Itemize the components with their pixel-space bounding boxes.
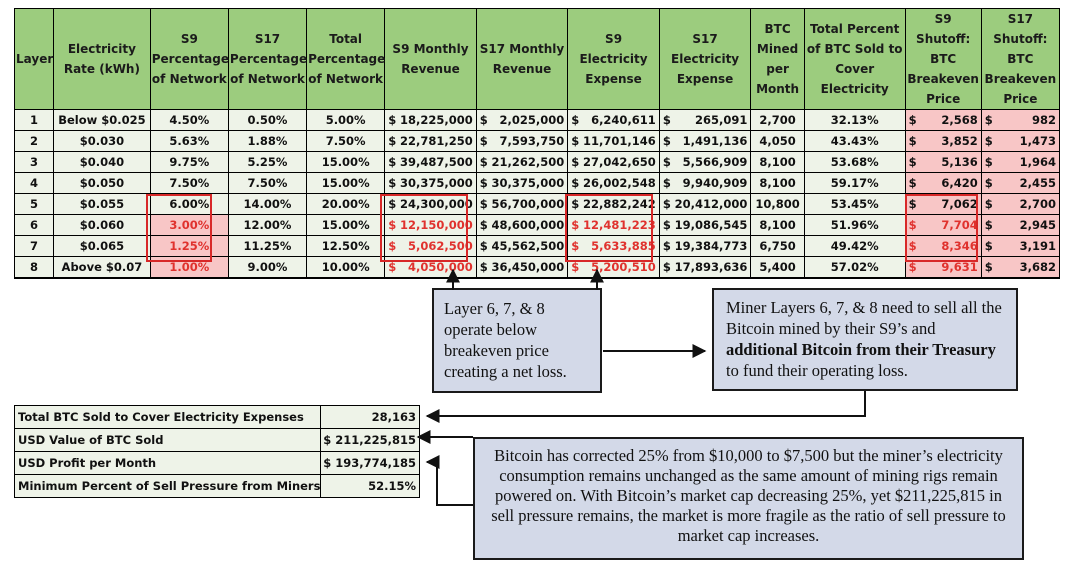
header-electricity-rate: Electricity Rate (kWh) [54,9,151,110]
cell-s9-pct: 9.75% [150,152,228,173]
amount: 1,473 [1019,134,1056,148]
cell-s17-exp [659,152,751,173]
currency-symbol: $ [388,134,397,148]
cell-s17-rev [476,194,568,215]
cell-s9-pct: 3.00% [150,215,228,236]
cell-s17-exp [659,257,751,279]
cell-layer: 5 [15,194,54,215]
cell-s17-be [981,215,1059,236]
header-percent-sold: Total Percent of BTC Sold to Cover Electricity [804,9,905,110]
cell-s17-rev [476,110,568,131]
cell-s9-exp [568,194,660,215]
currency-symbol: $ [571,197,580,211]
currency-symbol: $ [908,239,917,253]
amount: 36,450,000 [491,260,565,274]
currency-symbol: $ [662,113,671,127]
currency-symbol: $ [571,155,580,169]
summary-value: 52.15% [321,475,420,498]
summary-table [14,405,420,498]
cell-s9-rev [385,236,477,257]
cell-layer: 3 [15,152,54,173]
cell-s9-pct: 5.63% [150,131,228,152]
amount: 12,150,000 [399,218,473,232]
amount: 22,781,250 [399,134,473,148]
currency-symbol: $ [571,113,580,127]
cell-s9-exp [568,152,660,173]
summary-row [15,475,420,498]
cell-layer: 8 [15,257,54,279]
amount: 4,050,000 [408,260,473,274]
header-btc-mined: BTC Mined per Month [751,9,804,110]
cell-s9-pct: 6.00% [150,194,228,215]
amount: 18,225,000 [399,113,473,127]
currency-symbol: $ [984,197,993,211]
arrow-market-to-summary [427,462,473,505]
cell-total-pct: 15.00% [307,215,385,236]
cell-pct-sold: 53.45% [804,194,905,215]
summary-value: $ 211,225,815 [321,429,420,452]
cell-total-pct: 20.00% [307,194,385,215]
cell-btc-mined: 5,400 [751,257,804,279]
net-loss-text: Layer 6, 7, & 8 operate below breakeven price creating a net loss. [444,299,567,381]
cell-pct-sold: 49.42% [804,236,905,257]
amount: 11,701,146 [583,134,656,148]
cell-s17-pct: 14.00% [228,194,306,215]
cell-rate: $0.050 [54,173,151,194]
currency-symbol: $ [984,260,993,274]
cell-pct-sold: 59.17% [804,173,905,194]
currency-symbol: $ [908,218,917,232]
currency-symbol: $ [908,197,917,211]
cell-btc-mined: 8,100 [751,173,804,194]
summary-row [15,406,420,429]
cell-s17-rev [476,131,568,152]
cell-rate: $0.055 [54,194,151,215]
currency-symbol: $ [908,260,917,274]
amount: 6,420 [941,176,978,190]
cell-s9-be [905,194,981,215]
cell-s9-rev [385,110,477,131]
header-s17-electricity-expense: S17 Electricity Expense [659,9,751,110]
cell-s9-rev [385,173,477,194]
amount: 26,002,548 [583,176,656,190]
treasury-text-start: Miner Layers 6, 7, & 8 need to sell all the Bitcoin mined by their S9’s and [726,298,1002,338]
cell-s17-rev [476,152,568,173]
cell-s9-exp [568,173,660,194]
currency-symbol: $ [479,239,488,253]
summary-row [15,452,420,475]
amount: 19,384,773 [674,239,748,253]
cell-s9-rev [385,152,477,173]
cell-rate: $0.040 [54,152,151,173]
cell-s17-be [981,257,1059,279]
header-layer: Layer [15,9,54,110]
treasury-callout [712,288,1018,391]
currency-symbol: $ [984,176,993,190]
amount: 2,568 [941,113,978,127]
cell-s17-pct: 5.25% [228,152,306,173]
currency-symbol: $ [662,239,671,253]
currency-symbol: $ [908,176,917,190]
cell-layer: 2 [15,131,54,152]
cell-s17-pct: 7.50% [228,173,306,194]
cell-s17-be [981,131,1059,152]
cell-total-pct: 12.50% [307,236,385,257]
cell-pct-sold: 57.02% [804,257,905,279]
arrow-treasury-to-summary [427,391,865,416]
cell-s9-pct: 1.25% [150,236,228,257]
summary-row [15,429,420,452]
cell-pct-sold: 43.43% [804,131,905,152]
cell-layer: 7 [15,236,54,257]
amount: 17,893,636 [674,260,748,274]
currency-symbol: $ [662,155,671,169]
header-total-percentage: Total Percentage of Network [307,9,385,110]
cell-total-pct: 5.00% [307,110,385,131]
cell-btc-mined: 2,700 [751,110,804,131]
cell-s17-be [981,152,1059,173]
amount: 30,375,000 [399,176,473,190]
cell-rate: $0.060 [54,215,151,236]
cell-s9-be [905,215,981,236]
summary-value: 28,163 [321,406,420,429]
cell-s9-be [905,173,981,194]
header-s9-monthly-revenue: S9 Monthly Revenue [385,9,477,110]
summary-value: $ 193,774,185 [321,452,420,475]
amount: 3,682 [1019,260,1056,274]
cell-btc-mined: 6,750 [751,236,804,257]
treasury-text-end: to fund their operating loss. [726,361,908,380]
cell-btc-mined: 8,100 [751,152,804,173]
cell-s17-pct: 0.50% [228,110,306,131]
cell-s9-exp [568,215,660,236]
currency-symbol: $ [984,155,993,169]
currency-symbol: $ [984,134,993,148]
treasury-text-bold: additional Bitcoin from their Treasury [726,340,996,359]
cell-s17-exp [659,131,751,152]
cell-s17-rev [476,215,568,236]
amount: 1,491,136 [682,134,748,148]
table-row [15,257,1060,279]
cell-pct-sold: 51.96% [804,215,905,236]
amount: 19,086,545 [674,218,748,232]
cell-s9-be [905,152,981,173]
currency-symbol: $ [662,176,671,190]
cell-s17-exp [659,236,751,257]
amount: 7,704 [941,218,978,232]
cell-s17-exp [659,110,751,131]
amount: 56,700,000 [491,197,565,211]
amount: 2,945 [1019,218,1056,232]
currency-symbol: $ [388,197,397,211]
cell-s17-rev [476,173,568,194]
cell-layer: 1 [15,110,54,131]
amount: 3,852 [941,134,978,148]
table-row [15,236,1060,257]
cell-btc-mined: 4,050 [751,131,804,152]
summary-label: Minimum Percent of Sell Pressure from Miners [15,475,321,498]
currency-symbol: $ [479,218,488,232]
table-row [15,194,1060,215]
header-s9-breakeven: S9 Shutoff: BTC Breakeven Price [905,9,981,110]
currency-symbol: $ [571,134,580,148]
cell-layer: 6 [15,215,54,236]
header-s17-breakeven: S17 Shutoff: BTC Breakeven Price [981,9,1059,110]
amount: 9,940,909 [682,176,748,190]
summary-label: Total BTC Sold to Cover Electricity Expenses [15,406,321,429]
amount: 265,091 [694,113,748,127]
cell-s9-be [905,131,981,152]
cell-s9-pct: 1.00% [150,257,228,279]
header-s9-electricity-expense: S9 Electricity Expense [568,9,660,110]
cell-rate: $0.065 [54,236,151,257]
cell-pct-sold: 32.13% [804,110,905,131]
amount: 21,262,500 [491,155,565,169]
cell-s9-rev [385,257,477,279]
amount: 5,200,510 [591,260,656,274]
currency-symbol: $ [388,260,397,274]
amount: 12,481,223 [583,218,656,232]
table-body [15,110,1060,279]
amount: 5,633,885 [591,239,656,253]
cell-rate: $0.030 [54,131,151,152]
currency-symbol: $ [388,176,397,190]
miner-economics-table [14,8,1060,279]
amount: 9,631 [941,260,978,274]
amount: 45,562,500 [491,239,565,253]
currency-symbol: $ [908,155,917,169]
cell-s9-be [905,110,981,131]
amount: 982 [1031,113,1056,127]
cell-s17-exp [659,194,751,215]
currency-symbol: $ [571,239,580,253]
header-s17-percentage: S17 Percentage of Network [228,9,306,110]
cell-s9-exp [568,131,660,152]
table-row [15,152,1060,173]
cell-s9-be [905,257,981,279]
net-loss-callout [432,288,602,393]
amount: 5,566,909 [682,155,748,169]
cell-s17-pct: 9.00% [228,257,306,279]
amount: 7,062 [941,197,978,211]
market-text: Bitcoin has corrected 25% from $10,000 to $7,500 but the miner’s electricity consumption remains unchanged as the same amount of mining rigs remain powered on. With Bitcoin’s market cap decreasing 25%, yet $211,225,815 in sell pressure remains, the market is more fragile as the ratio of sell pressure to market cap increases. [491,446,1006,545]
cell-pct-sold: 53.68% [804,152,905,173]
currency-symbol: $ [662,218,671,232]
cell-layer: 4 [15,173,54,194]
table-row [15,173,1060,194]
cell-total-pct: 15.00% [307,173,385,194]
amount: 30,375,000 [491,176,565,190]
amount: 2,025,000 [499,113,565,127]
currency-symbol: $ [571,260,580,274]
amount: 5,136 [941,155,978,169]
cell-s9-pct: 4.50% [150,110,228,131]
cell-s9-exp [568,257,660,279]
header-s9-percentage: S9 Percentage of Network [150,9,228,110]
cell-s17-rev [476,257,568,279]
summary-label: USD Value of BTC Sold [15,429,321,452]
amount: 20,412,000 [674,197,748,211]
currency-symbol: $ [479,113,488,127]
cell-s17-pct: 12.00% [228,215,306,236]
cell-btc-mined: 10,800 [751,194,804,215]
currency-symbol: $ [908,113,917,127]
cell-s17-exp [659,215,751,236]
amount: 2,700 [1019,197,1056,211]
header-s17-monthly-revenue: S17 Monthly Revenue [476,9,568,110]
currency-symbol: $ [984,218,993,232]
amount: 48,600,000 [491,218,565,232]
amount: 7,593,750 [499,134,565,148]
cell-rate: Above $0.07 [54,257,151,279]
cell-total-pct: 7.50% [307,131,385,152]
cell-s17-be [981,236,1059,257]
cell-s17-be [981,110,1059,131]
currency-symbol: $ [479,176,488,190]
currency-symbol: $ [984,113,993,127]
cell-rate: Below $0.025 [54,110,151,131]
currency-symbol: $ [908,134,917,148]
currency-symbol: $ [388,113,397,127]
currency-symbol: $ [479,197,488,211]
currency-symbol: $ [571,218,580,232]
amount: 1,964 [1019,155,1056,169]
cell-s17-rev [476,236,568,257]
market-callout [473,437,1024,560]
cell-total-pct: 10.00% [307,257,385,279]
cell-s17-be [981,194,1059,215]
amount: 8,346 [941,239,978,253]
cell-btc-mined: 8,100 [751,215,804,236]
table-row [15,131,1060,152]
cell-s9-pct: 7.50% [150,173,228,194]
table-row [15,215,1060,236]
amount: 5,062,500 [408,239,473,253]
amount: 39,487,500 [399,155,473,169]
currency-symbol: $ [479,260,488,274]
cell-s9-exp [568,236,660,257]
currency-symbol: $ [479,134,488,148]
currency-symbol: $ [388,155,397,169]
cell-s9-be [905,236,981,257]
currency-symbol: $ [662,134,671,148]
table-row [15,110,1060,131]
currency-symbol: $ [388,218,397,232]
cell-s9-rev [385,131,477,152]
amount: 3,191 [1019,239,1056,253]
amount: 27,042,650 [583,155,656,169]
cell-s17-pct: 11.25% [228,236,306,257]
amount: 2,455 [1019,176,1056,190]
summary-body [15,406,420,498]
summary-label: USD Profit per Month [15,452,321,475]
cell-s9-rev [385,215,477,236]
currency-symbol: $ [984,239,993,253]
amount: 24,300,000 [399,197,473,211]
amount: 22,882,242 [583,197,656,211]
amount: 6,240,611 [591,113,656,127]
currency-symbol: $ [479,155,488,169]
currency-symbol: $ [662,197,671,211]
cell-s17-pct: 1.88% [228,131,306,152]
cell-s9-rev [385,194,477,215]
currency-symbol: $ [388,239,397,253]
cell-total-pct: 15.00% [307,152,385,173]
currency-symbol: $ [662,260,671,274]
cell-s17-exp [659,173,751,194]
cell-s17-be [981,173,1059,194]
currency-symbol: $ [571,176,580,190]
cell-s9-exp [568,110,660,131]
